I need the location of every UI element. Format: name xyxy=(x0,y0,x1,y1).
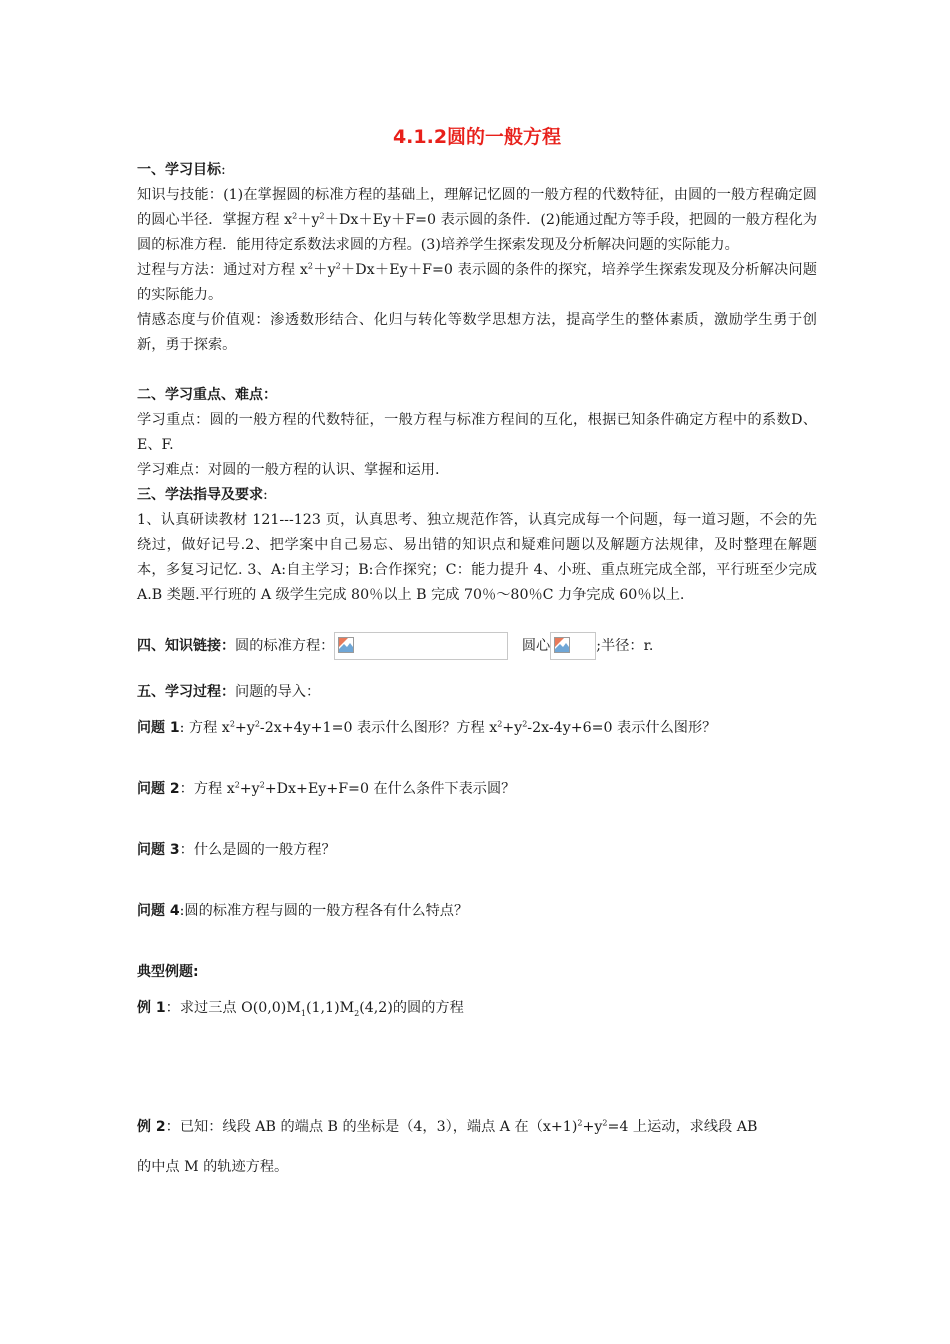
paragraph: 过程与方法：通过对方程 $x^2+y^2+Dx+Ey+F=0$ 表示圆的条件的探究，培养学生探索发现及分析解决问题的实际能力。 xyxy=(137,261,817,303)
broken-image-icon xyxy=(338,637,354,653)
question-4: 问题 4:圆的标准方程与圆的一般方程各有什么特点？ xyxy=(137,903,469,919)
question-3: 问题 3：什么是圆的一般方程？ xyxy=(137,842,336,858)
paragraph: 知识与技能：(1)在掌握圆的标准方程的基础上，理解记忆圆的一般方程的代数特征，由圆的一般方程确定圆的圆心半径．掌握方程 $x^2+y^2+Dx+Ey+F=0$ 表示圆的条件．(2)能通过配方等手段，把圆的一般方程化为圆的标准方程．能用待定系数法求圆的方程。(3)培养学生探索发现及分析解决问题的实际能力。 xyxy=(137,187,818,253)
question-2: 问题 2：方程 $x^2+y^2+Dx+Ey+F=0$ 在什么条件下表示圆？ xyxy=(137,780,516,797)
section-study-method: 三、学法指导及要求: 1、认真研读教材 121---123 页，认真思考、独立规范作答，认真完成每一个问题，每一道习题，不会的先绕过，做好记号.2、把学案中自己易忘、易出错的知识点和疑难问题以及解题方法规律，及时整理在解题本，多复习记忆. 3、A:自主学习；B:合作探究；C：能力提升 4、小班、重点班完成全部，平行班至少完成 A.B 类题.平行班的 A 级学生完成 80％以上 B 完成 70％～80％C 力争完成 60％以上. xyxy=(137,483,817,608)
section-key-points xyxy=(137,383,817,483)
question-1: 问题 1: 方程 $x^2+y^2-2x+4y+1=0$ 表示什么图形？方程 $x^2+y^2-2x-4y+6=0$ 表示什么图形？ xyxy=(137,719,717,736)
example-2: 例 2：已知：线段 AB 的端点 B 的坐标是（4，3），端点 A 在$(x+1)^2+y^2=4$ 上运动，求线段 AB 的中点 M 的轨迹方程。 xyxy=(137,1118,758,1175)
paragraph: 情感态度与价值观：渗透数形结合、化归与转化等数学思想方法，提高学生的整体素质，激励学生勇于创新，勇于探索。 xyxy=(137,312,817,353)
section-knowledge-link: 四、知识链接：圆的标准方程： 圆心 ;半径：r. xyxy=(137,632,817,660)
paragraph: 学习难点：对圆的一般方程的认识、掌握和运用. xyxy=(137,462,440,478)
image-placeholder-center xyxy=(550,632,596,660)
section-heading: 二、学习重点、难点： xyxy=(137,387,277,403)
section-heading: 三、学法指导及要求 xyxy=(137,487,263,503)
broken-image-icon xyxy=(554,637,570,653)
paragraph: 学习重点：圆的一般方程的代数特征，一般方程与标准方程间的互化，根据已知条件确定方程中的系数D、E、F. xyxy=(137,412,817,453)
paragraph: 1、认真研读教材 121---123 页，认真思考、独立规范作答，认真完成每一个问题，每一道习题，不会的先绕过，做好记号.2、把学案中自己易忘、易出错的知识点和疑难问题以及解题方法规律，及时整理在解题本，多复习记忆. 3、A:自主学习；B:合作探究；C：能力提升 4、小班、重点班完成全部，平行班至少完成 A.B 类题.平行班的 A 级学生完成 80％以上 B 完成 70％～80％C 力争完成 60％以上. xyxy=(137,512,817,603)
section-learning-process: 五、学习过程：问题的导入： xyxy=(137,684,321,700)
section-heading: 五、学习过程： xyxy=(137,684,235,700)
heading-colon: : xyxy=(221,162,226,178)
section-heading: 四、知识链接： xyxy=(137,638,235,654)
section-objectives xyxy=(137,158,817,358)
page-title: 4.1.2圆的一般方程 xyxy=(392,126,562,148)
image-placeholder-standard-equation xyxy=(334,632,508,660)
example-1: 例 1：求过三点 $O(0,0)M_1(1,1)M_2(4,2)$的圆的方程 xyxy=(137,1000,464,1018)
section-heading: 一、学习目标 xyxy=(137,162,221,178)
examples-heading: 典型例题: xyxy=(137,964,199,980)
